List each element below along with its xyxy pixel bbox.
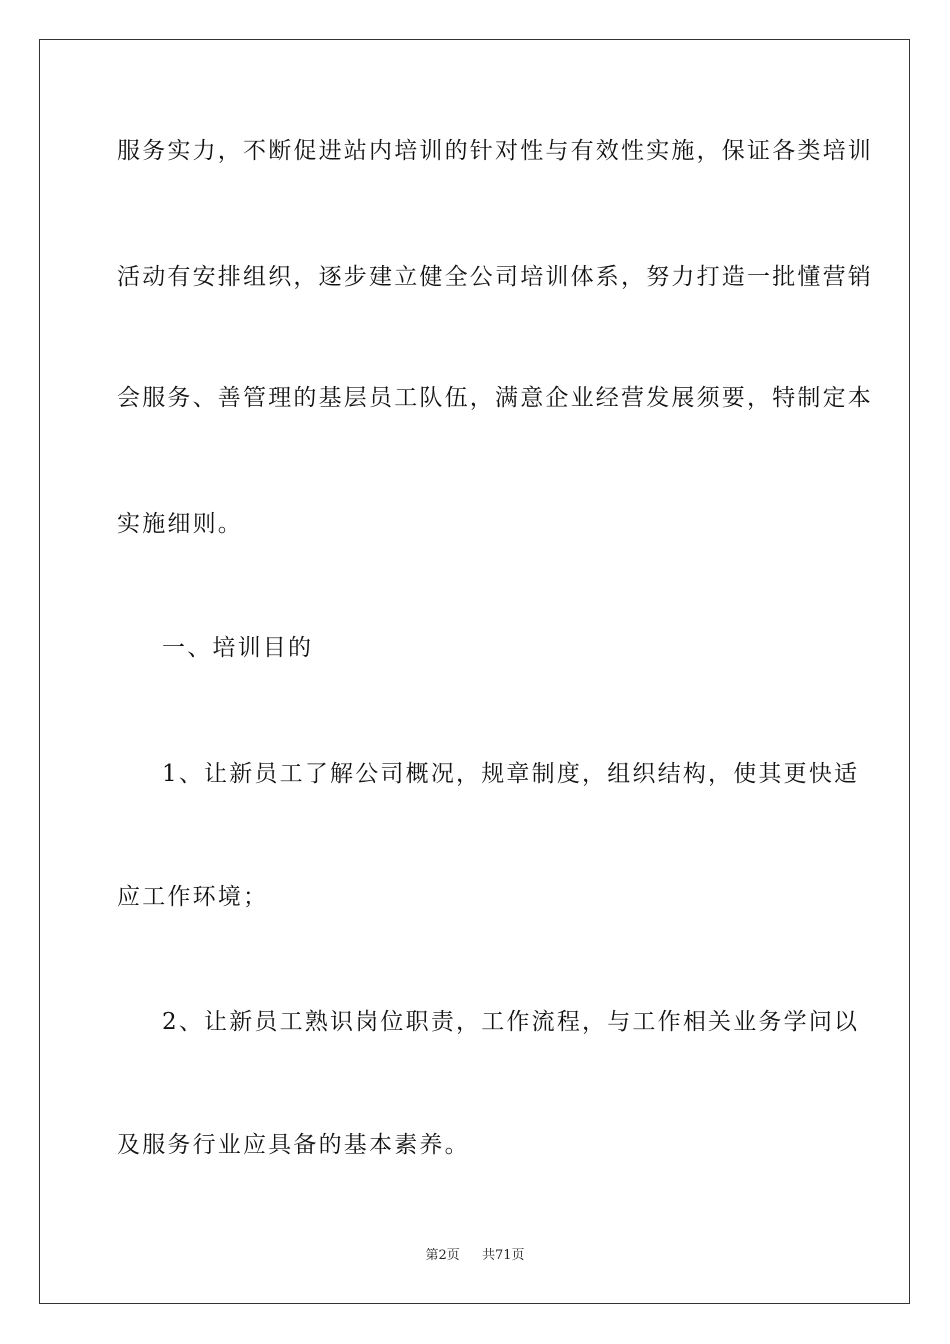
- page-number: 第2页: [425, 1248, 460, 1263]
- page-footer: [0, 1248, 950, 1264]
- body-line-1: 服务实力，不断促进站内培训的针对性与有效性实施，保证各类培训: [117, 138, 873, 164]
- body-line-3: 会服务、善管理的基层员工队伍，满意企业经营发展须要，特制定本: [117, 385, 873, 411]
- body-line-4: 实施细则。: [117, 511, 243, 537]
- body-line-8: 2、让新员工熟识岗位职责，工作流程，与工作相关业务学问以: [162, 1009, 860, 1035]
- body-line-9: 及服务行业应具备的基本素养。: [117, 1132, 470, 1158]
- body-line-7: 应工作环境；: [117, 884, 269, 910]
- section-heading: 一、培训目的: [162, 635, 314, 661]
- body-line-2: 活动有安排组织，逐步建立健全公司培训体系，努力打造一批懂营销: [117, 264, 873, 290]
- body-line-6: 1、让新员工了解公司概况，规章制度，组织结构，使其更快适: [162, 761, 860, 787]
- page-border: [39, 39, 910, 1304]
- total-pages: 共71页: [482, 1248, 525, 1263]
